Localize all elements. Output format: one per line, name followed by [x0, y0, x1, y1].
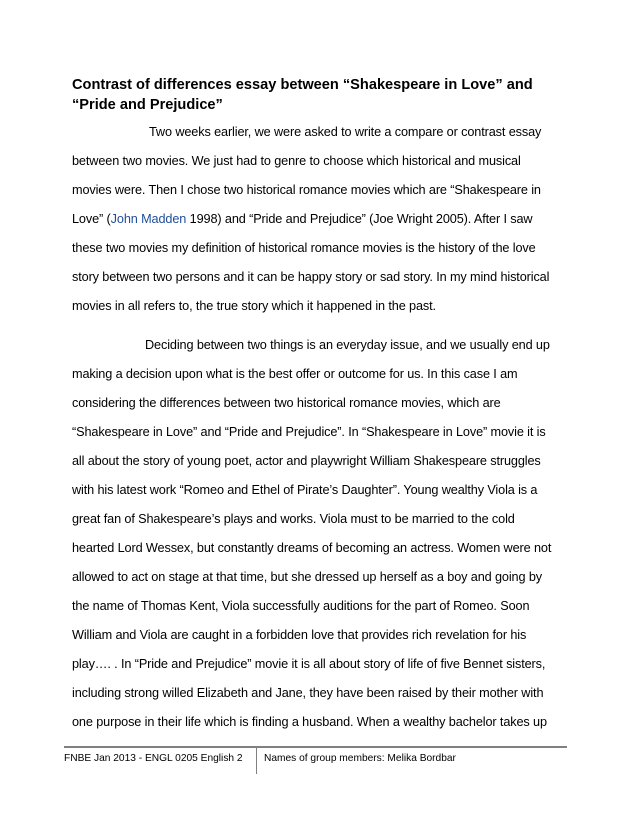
text-segment: Love” ( — [72, 212, 111, 226]
footer-rule — [64, 746, 567, 748]
essay-title-line-1: Contrast of differences essay between “Shakespeare in Love” and — [72, 77, 533, 93]
essay-title — [72, 75, 562, 115]
paragraph-line: with his latest work “Romeo and Ethel of Pirate’s Daughter”. Young wealthy Viola is a — [72, 483, 538, 497]
footer-group-members: Names of group members: Melika Bordbar — [264, 753, 456, 764]
paragraph-line: considering the differences between two historical romance movies, which are — [72, 396, 501, 410]
paragraph-line: one purpose in their life which is finding a husband. When a wealthy bachelor takes up — [72, 715, 547, 729]
paragraph-line: Deciding between two things is an everyday issue, and we usually end up — [145, 338, 550, 352]
paragraph-line: including strong willed Elizabeth and Jane, they have been raised by their mother with — [72, 686, 544, 700]
director-reference-link[interactable]: John Madden — [110, 212, 187, 226]
paragraph-line: great fan of Shakespeare’s plays and works. Viola must to be married to the cold — [72, 512, 515, 526]
paragraph-line: these two movies my definition of historical romance movies is the history of the love — [72, 241, 536, 255]
paragraph-line: the name of Thomas Kent, Viola successfully auditions for the part of Romeo. Soon — [72, 599, 530, 613]
essay-title-line-2: “Pride and Prejudice” — [72, 97, 223, 113]
paragraph-line: movies were. Then I chose two historical romance movies which are “Shakespeare in — [72, 183, 541, 197]
paragraph-line: hearted Lord Wessex, but constantly dreams of becoming an actress. Women were not — [72, 541, 552, 555]
footer-course-info: FNBE Jan 2013 - ENGL 0205 English 2 — [64, 753, 243, 764]
paragraph-line: movies in all refers to, the true story which it happened in the past. — [72, 299, 436, 313]
paragraph-line: “Shakespeare in Love” and “Pride and Prejudice”. In “Shakespeare in Love” movie it is — [72, 425, 546, 439]
footer-divider — [256, 746, 257, 774]
paragraph-line: William and Viola are caught in a forbidden love that provides rich revelation for his — [72, 628, 527, 642]
paragraph-line: story between two persons and it can be happy story or sad story. In my mind historical — [72, 270, 550, 284]
text-segment: 1998) and “Pride and Prejudice” (Joe Wright 2005). After I saw — [186, 212, 533, 226]
paragraph-line-with-reference — [72, 211, 532, 227]
paragraph-line: allowed to act on stage at that time, but she dressed up herself as a boy and going by — [72, 570, 542, 584]
paragraph-line: making a decision upon what is the best offer or outcome for us. In this case I am — [72, 367, 518, 381]
paragraph-line: between two movies. We just had to genre to choose which historical and musical — [72, 154, 521, 168]
paragraph-line: all about the story of young poet, actor and playwright William Shakespeare struggles — [72, 454, 541, 468]
paragraph-line: Two weeks earlier, we were asked to write a compare or contrast essay — [149, 125, 542, 139]
paragraph-line: play…. . In “Pride and Prejudice” movie it is all about story of life of five Bennet sisters, — [72, 657, 546, 671]
